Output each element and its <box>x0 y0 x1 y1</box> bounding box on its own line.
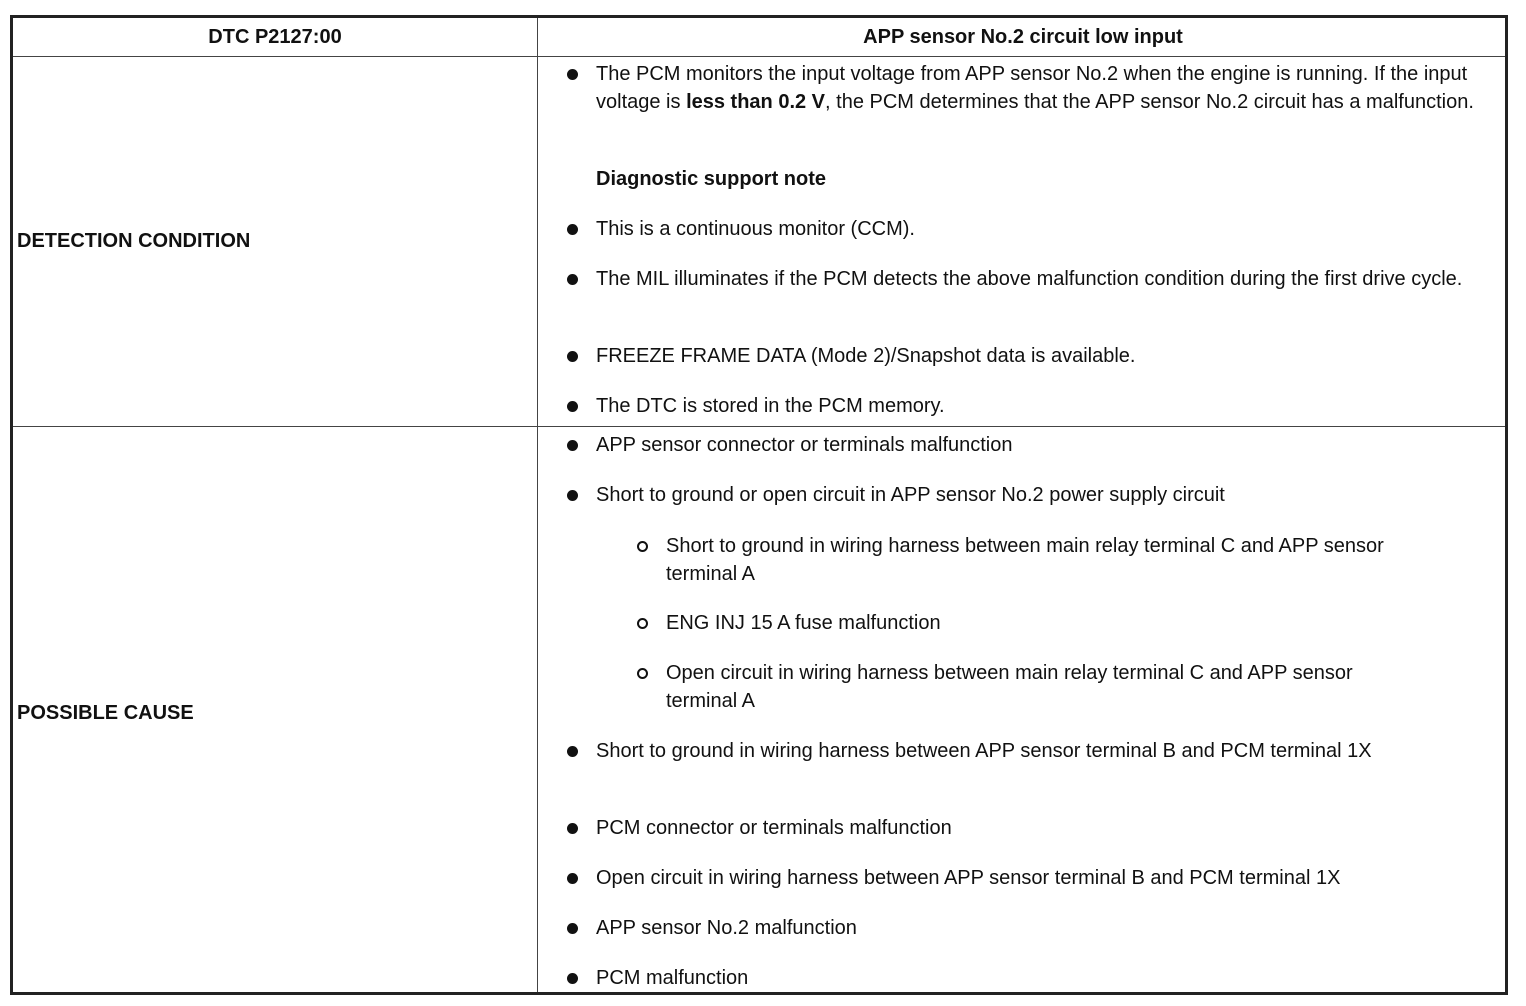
cause-subitem <box>666 610 1426 638</box>
intro-text-bold: less than 0.2 V <box>686 90 826 113</box>
bullet-icon <box>567 401 578 412</box>
detection-note <box>596 393 1476 421</box>
cause-text: Short to ground in wiring harness between APP sensor terminal B and PCM terminal 1X <box>596 740 1372 762</box>
cause-item <box>596 815 1476 843</box>
cause-item <box>596 482 1476 510</box>
bullet-icon <box>567 224 578 235</box>
note-text: The DTC is stored in the PCM memory. <box>596 395 945 417</box>
cause-item <box>596 432 1476 460</box>
cause-item <box>596 965 1476 993</box>
bullet-icon <box>567 69 578 80</box>
bullet-icon <box>567 873 578 884</box>
cause-text: Short to ground or open circuit in APP sensor No.2 power supply circuit <box>596 484 1225 506</box>
cause-text: Open circuit in wiring harness between APP sensor terminal B and PCM terminal 1X <box>596 867 1341 889</box>
hollow-bullet-icon <box>637 541 648 552</box>
hollow-bullet-icon <box>637 618 648 629</box>
subcause-text: Short to ground in wiring harness between main relay terminal C and APP sensor terminal A <box>666 535 1384 585</box>
diagnostic-note-heading: Diagnostic support note <box>596 168 826 190</box>
detection-note <box>596 266 1476 294</box>
possible-cause-label: POSSIBLE CAUSE <box>17 702 194 724</box>
detection-intro <box>596 61 1476 116</box>
bullet-icon <box>567 823 578 834</box>
bullet-icon <box>567 490 578 501</box>
header-divider <box>13 56 1505 57</box>
dtc-title: APP sensor No.2 circuit low input <box>863 25 1183 48</box>
row-divider <box>13 426 1505 427</box>
subcause-text: Open circuit in wiring harness between main relay terminal C and APP sensor terminal A <box>666 662 1353 712</box>
detection-note <box>596 216 1476 244</box>
cause-item <box>596 865 1476 893</box>
detection-condition-label: DETECTION CONDITION <box>17 230 251 252</box>
bullet-icon <box>567 274 578 285</box>
bullet-icon <box>567 351 578 362</box>
hollow-bullet-icon <box>637 668 648 679</box>
cause-text: APP sensor No.2 malfunction <box>596 917 857 939</box>
bullet-icon <box>567 923 578 934</box>
note-text: This is a continuous monitor (CCM). <box>596 218 915 240</box>
bullet-icon <box>567 973 578 984</box>
dtc-code: DTC P2127:00 <box>208 25 342 48</box>
cause-subitem <box>666 533 1426 588</box>
intro-text-post: , the PCM determines that the APP sensor No.2 circuit has a malfunction. <box>825 90 1474 113</box>
bullet-icon <box>567 440 578 451</box>
cause-item <box>596 915 1476 943</box>
column-divider <box>537 18 538 992</box>
detection-note <box>596 343 1476 371</box>
cause-text: PCM connector or terminals malfunction <box>596 817 952 839</box>
note-text: FREEZE FRAME DATA (Mode 2)/Snapshot data is available. <box>596 345 1136 367</box>
cause-subitem <box>666 660 1426 715</box>
cause-item <box>596 738 1476 766</box>
note-text: The MIL illuminates if the PCM detects the above malfunction condition during the first drive cycle. <box>596 268 1463 290</box>
cause-text: PCM malfunction <box>596 967 749 989</box>
cause-text: APP sensor connector or terminals malfunction <box>596 434 1013 456</box>
bullet-icon <box>567 746 578 757</box>
intro-text-pre: The PCM monitors the input voltage from APP sensor No.2 when the engine is running. If the input voltage is <box>596 63 1468 113</box>
subcause-text: ENG INJ 15 A fuse malfunction <box>666 612 941 634</box>
